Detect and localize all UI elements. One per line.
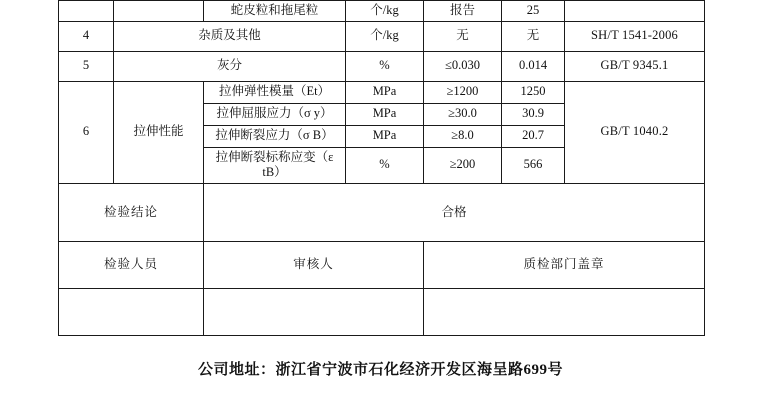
row-no: 6	[59, 81, 114, 183]
row-spec: 无	[424, 21, 502, 51]
row-no: 4	[59, 21, 114, 51]
inspection-report-table	[58, 0, 705, 336]
row-result: 无	[502, 21, 565, 51]
row-subitem: 拉伸弹性模量（Et）	[204, 81, 346, 103]
row-no: 5	[59, 51, 114, 81]
row-spec: ≥8.0	[424, 125, 502, 147]
row-subitem: 拉伸断裂标称应变（ε tB）	[204, 147, 346, 183]
inspector-value	[59, 288, 204, 335]
table-row	[59, 51, 705, 81]
row-result: 566	[502, 147, 565, 183]
row-spec: ≥200	[424, 147, 502, 183]
table-row	[59, 21, 705, 51]
seal-value	[424, 288, 705, 335]
inspector-label: 检验人员	[59, 241, 204, 288]
row-result: 0.014	[502, 51, 565, 81]
row-standard: SH/T 1541-2006	[565, 21, 705, 51]
row-unit: %	[346, 147, 424, 183]
row-spec: 报告	[424, 1, 502, 22]
reviewer-value	[204, 288, 424, 335]
conclusion-row	[59, 183, 705, 241]
signature-header-row	[59, 241, 705, 288]
reviewer-label: 审核人	[204, 241, 424, 288]
row-spec: ≥1200	[424, 81, 502, 103]
row-result: 1250	[502, 81, 565, 103]
row-standard: GB/T 1040.2	[565, 81, 705, 183]
row-unit: MPa	[346, 125, 424, 147]
row-standard: GB/T 9345.1	[565, 51, 705, 81]
seal-label: 质检部门盖章	[424, 241, 705, 288]
row-spec: ≤0.030	[424, 51, 502, 81]
row-item	[114, 1, 204, 22]
row-spec: ≥30.0	[424, 103, 502, 125]
row-no	[59, 1, 114, 22]
company-address: 公司地址：浙江省宁波市石化经济开发区海呈路699号	[197, 362, 563, 378]
row-unit: MPa	[346, 81, 424, 103]
row-result: 25	[502, 1, 565, 22]
signature-value-row	[59, 288, 705, 335]
conclusion-value: 合格	[204, 183, 705, 241]
row-item: 灰分	[114, 51, 346, 81]
row-unit: MPa	[346, 103, 424, 125]
row-subitem: 蛇皮粒和拖尾粒	[204, 1, 346, 22]
row-item: 拉伸性能	[114, 81, 204, 183]
table-row	[59, 1, 705, 22]
table-row	[59, 81, 705, 103]
row-unit: %	[346, 51, 424, 81]
row-subitem: 拉伸屈服应力（σ y）	[204, 103, 346, 125]
row-result: 20.7	[502, 125, 565, 147]
row-standard	[565, 1, 705, 22]
row-unit: 个/kg	[346, 21, 424, 51]
row-result: 30.9	[502, 103, 565, 125]
row-subitem: 拉伸断裂应力（σ B）	[204, 125, 346, 147]
conclusion-label: 检验结论	[59, 183, 204, 241]
row-unit: 个/kg	[346, 1, 424, 22]
row-item: 杂质及其他	[114, 21, 346, 51]
